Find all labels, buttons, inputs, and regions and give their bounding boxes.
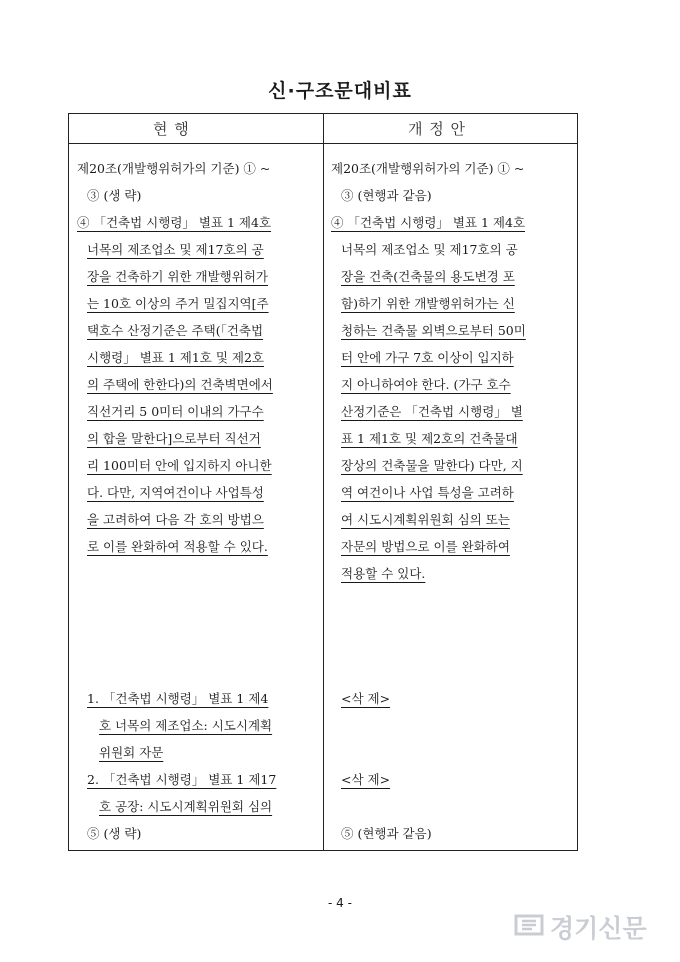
current-line: 의 합을 말한다]으로부터 직선거 (87, 431, 261, 446)
current-line: 로 이를 완화하여 적용할 수 있다. (87, 539, 268, 554)
current-line: 의 주택에 한한다)의 건축벽면에서 (87, 377, 273, 392)
current-line: ⑤ (생 략) (87, 826, 142, 841)
current-line: 을 고려하여 다음 각 호의 방법으 (87, 512, 264, 527)
current-line: 택호수 산정기준은 주택(「건축법 (87, 323, 264, 338)
revised-line: <삭 제> (341, 772, 391, 787)
revised-line: 산정기준은 「건축법 시행령」 별 (341, 404, 523, 419)
comparison-table (68, 113, 578, 851)
page-number: - 4 - (328, 896, 352, 910)
current-line: 호 너목의 제조업소: 시도시계획 (99, 718, 273, 733)
column-header-current: 현 행 (153, 120, 190, 138)
revised-line: 함)하기 위한 개발행위허가는 신 (341, 296, 515, 311)
current-line: 시행령」 별표 1 제1호 및 제2호 (87, 350, 264, 365)
revised-line: 제20조(개발행위허가의 기준) ① ~ (331, 161, 525, 176)
revised-line: ⑤ (현행과 같음) (341, 826, 432, 841)
revised-line: 장을 건축(건축물의 용도변경 포 (341, 269, 515, 284)
current-line: 2. 「건축법 시행령」 별표 1 제17 (87, 772, 277, 787)
current-line: ③ (생 략) (87, 188, 142, 203)
revised-line: 너목의 제조업소 및 제17호의 공 (341, 242, 518, 257)
revised-line: ③ (현행과 같음) (341, 188, 432, 203)
current-line: 너목의 제조업소 및 제17호의 공 (87, 242, 264, 257)
current-line: 다. 다만, 지역여건이나 사업특성 (87, 485, 264, 500)
revised-line: 터 안에 가구 7호 이상이 입지하 (341, 350, 514, 365)
revised-line: 표 1 제1호 및 제2호의 건축물대 (341, 431, 518, 446)
revised-line: ④ 「건축법 시행령」 별표 1 제4호 (331, 215, 526, 230)
revised-line: 역 여건이나 사업 특성을 고려하 (341, 485, 514, 500)
current-line: 직선거리 5 0미터 이내의 가구수 (87, 404, 264, 419)
revised-line: <삭 제> (341, 691, 391, 706)
watermark-text: 경기신문 (550, 914, 647, 943)
current-line: 제20조(개발행위허가의 기준) ① ~ (77, 161, 271, 176)
revised-line: 청하는 건축물 외벽으로부터 50미 (341, 323, 526, 338)
revised-line: 여 시도시계획위원회 심의 또는 (341, 512, 510, 527)
watermark-logo (514, 910, 674, 944)
revised-line: 적용할 수 있다. (341, 566, 426, 581)
current-line: 위원회 자문 (99, 745, 164, 760)
current-line: 장을 건축하기 위한 개발행위허가 (87, 269, 268, 284)
current-line: ④ 「건축법 시행령」 별표 1 제4호 (77, 215, 272, 230)
current-line: 리 100미터 안에 입지하지 아니한 (87, 458, 272, 473)
current-line: 는 10호 이상의 주거 밀집지역[주 (87, 296, 269, 311)
current-line: 1. 「건축법 시행령」 별표 1 제4 (87, 691, 269, 706)
revised-line: 자문의 방법으로 이를 완화하여 (341, 539, 510, 554)
revised-column (331, 156, 575, 856)
revised-line: 지 아니하여야 한다. (가구 호수 (341, 377, 511, 392)
current-column (77, 156, 321, 856)
column-header-revised: 개 정 안 (408, 120, 467, 138)
column-divider (323, 114, 324, 850)
header-divider (69, 143, 577, 144)
current-line: 호 공장: 시도시계획위원회 심의 (99, 799, 273, 814)
document-title: 신·구조문대비표 (268, 80, 412, 102)
revised-line: 장상의 건축물을 말한다) 다만, 지 (341, 458, 523, 473)
newspaper-logo-icon (514, 912, 544, 942)
